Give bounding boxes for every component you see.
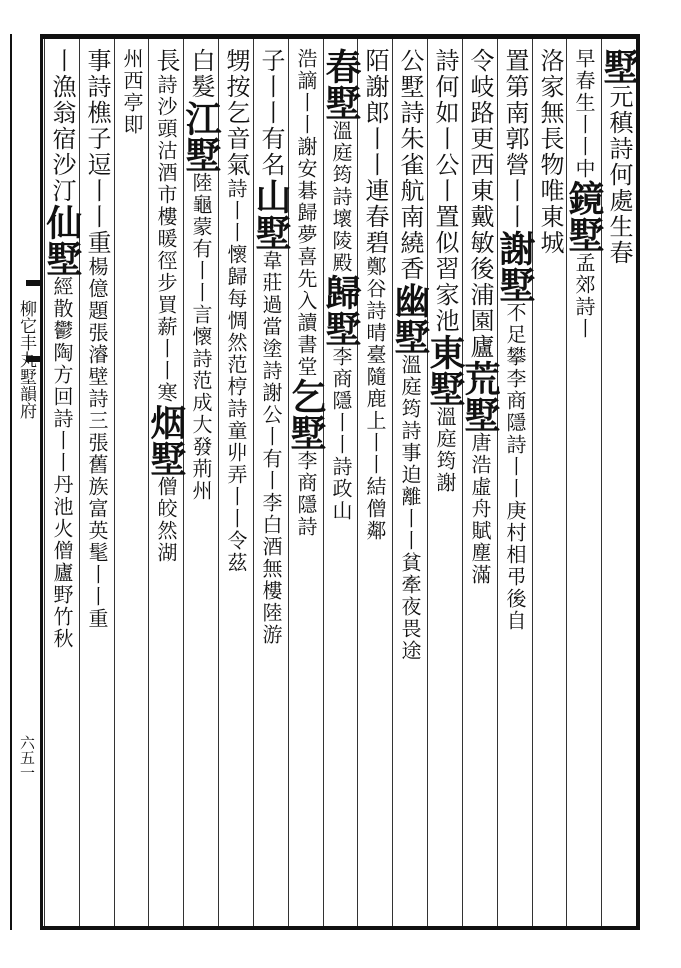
text-column	[494, 48, 536, 924]
entry-heading: 謝墅	[494, 230, 536, 302]
entry-text: 州西亭即	[120, 48, 144, 136]
entry-text: 元稹詩何處生春	[605, 84, 633, 266]
entry-text: 甥按乞音氣	[222, 48, 250, 178]
entry-text: 早春生丨丨中	[572, 48, 596, 180]
entry-text: 白髮	[187, 48, 215, 100]
entry-heading: 歸墅	[320, 274, 362, 346]
entry-text: 詩沙頭沽酒市樓暖徑步買薪丨丨寒	[154, 74, 178, 404]
entry-heading: 乞墅	[285, 378, 327, 450]
entry-text: 僧皎然湖	[154, 476, 178, 564]
entry-heading: 東墅	[424, 334, 466, 406]
text-column	[598, 48, 640, 924]
entry-text: 事詩樵子逗丨丨重	[83, 48, 111, 256]
text-column	[424, 48, 466, 924]
entry-text: 洛家無長物唯東城	[536, 48, 564, 256]
entry-text: 歸夢喜先入讀書堂	[294, 202, 318, 378]
frame-top-border	[40, 34, 640, 39]
frame-bottom-border	[40, 926, 640, 930]
entry-text: 韋莊過當塗詩謝公丨有丨李白酒無樓陸游	[259, 250, 283, 646]
entry-text: 孟郊詩丨	[572, 252, 596, 340]
folio-number: 六五一	[18, 735, 36, 780]
text-column	[533, 48, 566, 924]
text-column	[80, 48, 113, 924]
entry-heading: 仙墅	[41, 204, 83, 276]
entry-text: 詩丨丨懷歸每惆然范梈詩童丱弄丨丨令茲	[224, 178, 248, 574]
text-column	[219, 48, 252, 924]
entry-heading: 荒墅	[459, 360, 501, 432]
entry-text: 令岐路更西東戴敏後浦園廬	[466, 48, 494, 360]
entry-text: 不足攀李商隱詩丨丨庚村相弔後自	[503, 302, 527, 632]
entry-text: 置第南郭營丨丨	[501, 48, 529, 230]
entry-heading: 春墅	[320, 48, 362, 120]
text-column	[285, 48, 327, 924]
entry-text: 詩何如丨公丨置似習家池	[431, 48, 459, 334]
entry-text: 楊億題張濬壁詩三張舊族富英髦丨丨重	[85, 256, 109, 630]
gutter-title: 柳它丰丸墅韻府	[16, 300, 36, 419]
text-column	[358, 48, 391, 924]
entry-text: 陌謝郎丨丨連春碧	[361, 48, 389, 256]
entry-text: 子丨丨有名	[257, 48, 285, 178]
entry-heading: 鏡墅	[563, 180, 605, 252]
entry-text: 溫庭筠謝	[433, 406, 457, 494]
text-column	[145, 48, 187, 924]
entry-heading: 烟墅	[145, 404, 187, 476]
entry-text: 李商隱詩	[294, 450, 318, 538]
text-column	[320, 48, 362, 924]
entry-text: 陸龜蒙有丨丨言懷詩范成大發荊州	[189, 172, 213, 502]
text-column	[389, 48, 431, 924]
text-column	[459, 48, 501, 924]
entry-text: 鄭谷詩晴臺隨鹿上丨丨結僧鄰	[363, 256, 387, 542]
text-column	[250, 48, 292, 924]
entry-text: 唐浩虛舟賦塵滿	[468, 432, 492, 586]
entry-text: 溫庭筠詩壞陵殿	[329, 120, 353, 274]
frame-right-border	[636, 34, 640, 930]
text-column	[115, 48, 148, 924]
entry-heading: 幽墅	[389, 282, 431, 354]
entry-text: 浩謫丨丨謝安碁	[294, 48, 318, 202]
text-column	[563, 48, 605, 924]
entry-text: 李商隱丨丨詩政山	[329, 346, 353, 522]
text-column	[41, 48, 83, 924]
entry-text: 丨漁翁宿沙汀	[48, 48, 76, 204]
frame-left-border	[40, 34, 43, 930]
entry-text: 經散鬱陶方回詩丨丨丹池火僧廬野竹秋	[50, 276, 74, 650]
entry-text: 溫庭筠詩事迫離丨丨貧牽夜畏途	[398, 354, 422, 662]
entry-text: 長	[152, 48, 180, 74]
entry-text: 公墅詩朱雀航南繞香	[396, 48, 424, 282]
text-column	[180, 48, 222, 924]
entry-heading: 江墅	[180, 100, 222, 172]
entry-heading: 墅	[598, 48, 640, 84]
entry-heading: 山墅	[250, 178, 292, 250]
